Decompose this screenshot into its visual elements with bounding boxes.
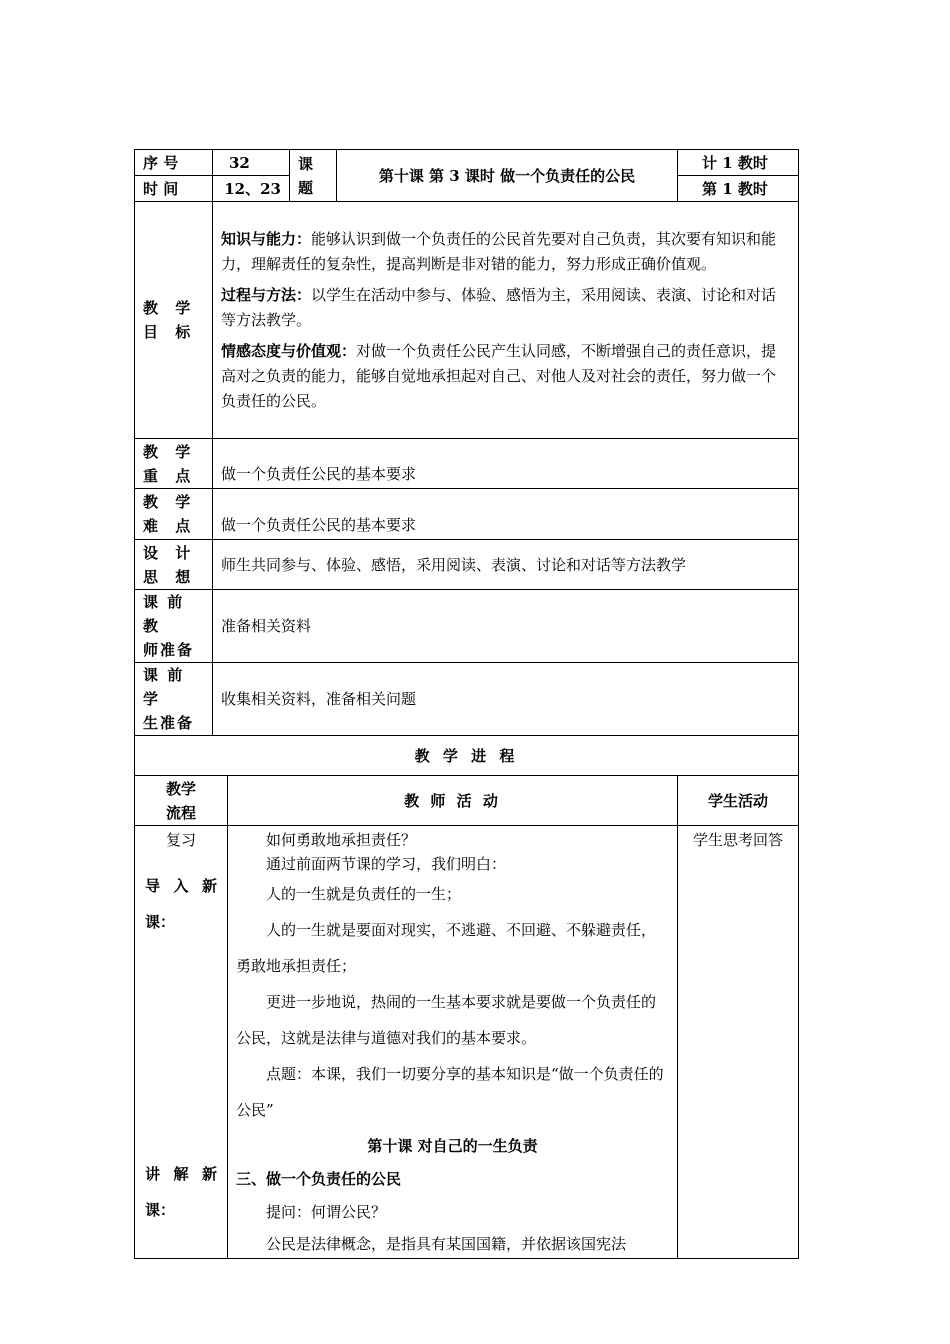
flow-explain-2: 课：	[145, 1201, 176, 1219]
goals-label-2: 目 标	[143, 323, 197, 341]
difficulties-label-1: 教 学	[143, 493, 197, 511]
design-idea-label	[135, 540, 213, 590]
process-title: 教 学 进 程	[135, 736, 799, 776]
goal-knowledge-text: 能够认识到做一个负责任的公民首先要对自己负责，其次要有知识和能力，理解责任的复杂性，提高判断是非对错的能力，努力形成正确价值观。	[221, 229, 777, 273]
flow-review: 复习	[165, 831, 196, 849]
key-points-label-2: 重 点	[143, 466, 197, 485]
goals-label-1: 教 学	[143, 299, 197, 317]
col-student-header: 学生活动	[678, 776, 799, 826]
teacher-line-lesson-title: 第十课 对自己的一生负责	[367, 1137, 538, 1155]
time-label: 时 间	[135, 176, 213, 202]
goals-content	[213, 202, 799, 439]
student-prep-label-2: 生准备	[143, 714, 195, 732]
teacher-line: 公民是法律概念，是指具有某国国籍，并依据该国宪法	[266, 1235, 627, 1253]
design-idea-label-2: 思 想	[143, 567, 197, 586]
goal-method	[221, 283, 790, 333]
time-value: 12、23	[213, 176, 290, 202]
difficulties-label-2: 难 点	[143, 517, 197, 535]
key-points-label-1: 教 学	[143, 442, 197, 461]
student-prep-label	[135, 663, 213, 736]
goal-emotion	[221, 339, 790, 414]
key-points-content: 做一个负责任公民的基本要求	[213, 439, 799, 489]
teacher-prep-content: 准备相关资料	[213, 590, 799, 663]
goal-knowledge-head: 知识与能力：	[221, 229, 312, 248]
seq-label: 序 号	[135, 150, 213, 176]
goals-label	[135, 202, 213, 439]
teacher-line: 通过前面两节课的学习，我们明白：	[266, 855, 507, 873]
goal-knowledge	[221, 227, 790, 277]
student-prep-content: 收集相关资料，准备相关问题	[213, 663, 799, 736]
col-teacher-header: 教 师 活 动	[228, 776, 678, 826]
key-points-label	[135, 439, 213, 489]
difficulties-content: 做一个负责任公民的基本要求	[213, 489, 799, 540]
seq-value: 32	[213, 150, 290, 176]
flow-spacer	[145, 940, 217, 1156]
topic-label-1: 课	[298, 154, 314, 173]
lesson-plan-table	[134, 149, 799, 1259]
goal-method-head: 过程与方法：	[221, 285, 312, 304]
current-hour: 第 1 教时	[678, 176, 799, 202]
design-idea-content: 师生共同参与、体验、感悟，采用阅读、表演、讨论和对话等方法教学	[213, 540, 799, 590]
design-idea-label-1: 设 计	[143, 543, 197, 562]
teacher-line: 人的一生就是要面对现实，不逃避、不回避、不躲避责任，勇敢地承担责任；	[236, 921, 657, 975]
total-hours: 计 1 教时	[678, 150, 799, 176]
goal-emotion-text: 对做一个负责任公民产生认同感，不断增强自己的责任意识，提高对之负责的能力，能够自觉地承担起对自己、对他人及对社会的责任，努力做一个负责任的公民。	[221, 341, 777, 410]
flow-column	[135, 826, 228, 1259]
goal-emotion-head: 情感态度与价值观：	[221, 341, 357, 360]
teacher-prep-label-2: 师准备	[143, 641, 195, 659]
teacher-line: 如何勇敢地承担责任？	[266, 831, 417, 849]
teacher-line-section: 三、做一个负责任的公民	[236, 1170, 402, 1188]
teacher-line: 提问：何谓公民？	[266, 1203, 387, 1221]
teacher-prep-label	[135, 590, 213, 663]
flow-explain-1: 讲 解 新	[145, 1165, 217, 1183]
teacher-activity	[228, 826, 678, 1259]
col-flow-header	[135, 776, 228, 826]
col-flow-header-1: 教学	[165, 779, 196, 798]
teacher-prep-label-1: 课 前 教	[143, 593, 185, 635]
teacher-line: 人的一生就是负责任的一生；	[266, 885, 462, 903]
student-activity: 学生思考回答	[678, 826, 799, 1259]
teacher-line: 更进一步地说，热闹的一生基本要求就是要做一个负责任的公民，这就是法律与道德对我们的基本要求。	[236, 993, 657, 1047]
flow-intro-2: 课：	[145, 913, 176, 931]
teacher-line: 点题：本课，我们一切要分享的基本知识是“做一个负责任的公民”	[236, 1065, 664, 1119]
student-prep-label-1: 课 前 学	[143, 666, 185, 708]
goal-method-text: 以学生在活动中参与、体验、感悟为主，采用阅读、表演、讨论和对话等方法教学。	[221, 285, 777, 329]
flow-intro-1: 导 入 新	[145, 877, 217, 895]
topic-label-2: 题	[298, 178, 314, 197]
topic-title: 第十课 第 3 课时 做一个负责任的公民	[337, 150, 678, 202]
topic-label	[290, 150, 337, 202]
difficulties-label	[135, 489, 213, 540]
col-flow-header-2: 流程	[165, 803, 196, 822]
